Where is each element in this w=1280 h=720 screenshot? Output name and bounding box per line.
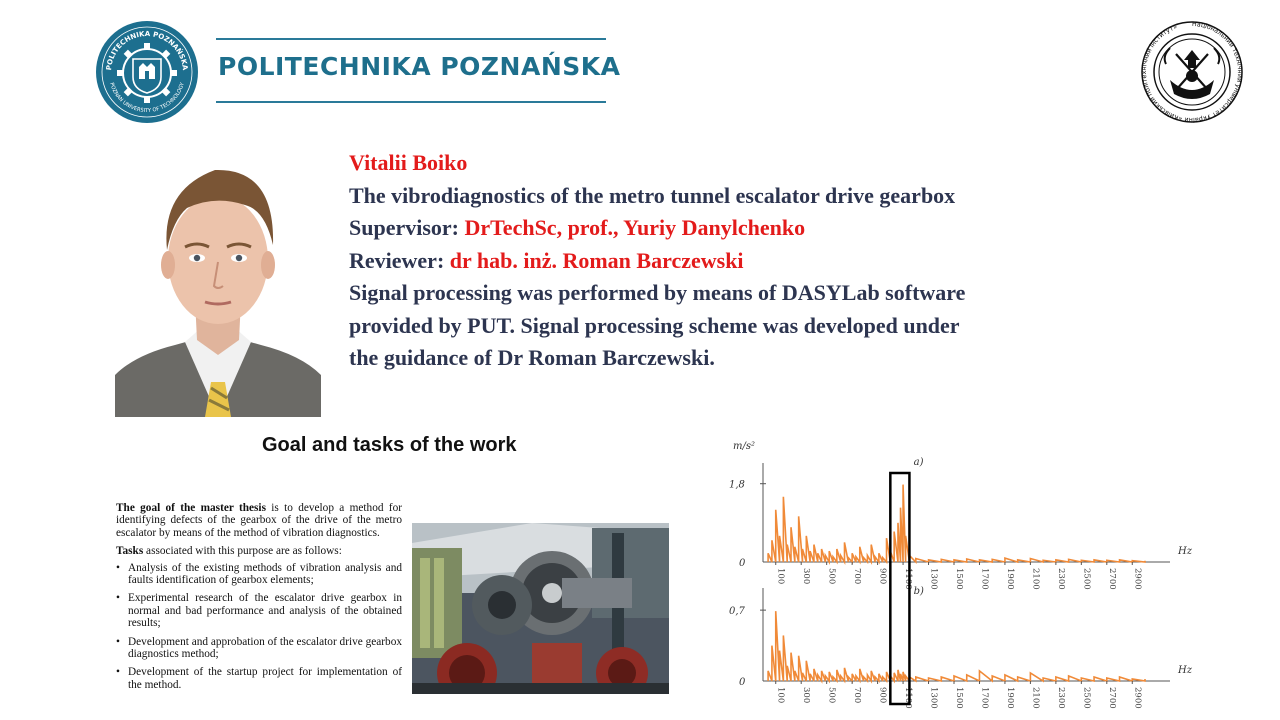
x-tick-label: 1500 [954,687,964,709]
task-item: • Development and approbation of the escalator drive gearbox diagnostics method; [116,636,402,661]
x-tick-label: 900 [877,687,888,704]
x-tick-label: 500 [826,687,837,704]
spectrum-series [768,611,1145,681]
x-tick-label: 1100 [903,687,914,709]
reviewer-label: Reviewer: [349,247,450,273]
x-tick-label: 1100 [903,568,914,590]
task-item: • Analysis of the existing methods of vibration analysis and faults identification of gearbox elements; [116,562,402,587]
y-zero-label: 0 [739,677,746,688]
put-logo [95,20,199,124]
task-item: • Development of the startup project for implementation of the method. [116,666,402,691]
thesis-title: The vibrodiagnostics of the metro tunnel escalator drive gearbox [349,182,956,208]
reviewer-name: dr hab. inż. Roman Barczewski [449,247,744,273]
supervisor-line [349,212,1149,245]
x-tick-label: 2300 [1055,687,1066,709]
tasks-intro [116,545,402,557]
kpi-logo-text: Національний технічний університет України «Київський політехнічний інститут» [1140,20,1243,124]
y-zero-label: 0 [739,558,746,569]
x-tick-label: 2100 [1030,687,1041,709]
header-rule-bottom [216,101,606,103]
x-axis-unit: Hz [1178,665,1192,676]
series-label: a) [913,457,924,468]
x-tick-label: 2900 [1132,687,1143,709]
y-axis-unit: m/s² [733,441,755,452]
goal-intro-bold: The goal of the master thesis [116,502,266,514]
goal-intro-rest: is to develop a method for identifying defects of the gearbox of the drive of the metro escalator by means of the method of vibration diagnostics. [116,502,402,539]
x-tick-label: 1300 [928,568,939,590]
task-item: • Experimental research of the escalator drive gearbox in normal and bad performance and analysis of the obtained results; [116,592,402,629]
x-tick-label: 2700 [1106,568,1117,590]
goal-intro [116,502,402,539]
header-rule-top [216,38,606,40]
x-tick-label: 1300 [928,687,939,709]
x-tick-label: 300 [801,687,812,704]
x-tick-label: 2100 [1030,568,1041,590]
goal-title: Goal and tasks of the work [262,434,517,456]
kpi-logo [1140,20,1244,124]
university-name: POLITECHNIKA POZNAŃSKA [218,52,621,81]
tasks-intro-rest: associated with this purpose are as follows: [143,545,342,558]
tasks-intro-bold: Tasks [116,545,144,558]
series-label: b) [913,586,924,597]
y-max-label: 1,8 [729,479,745,491]
x-tick-label: 700 [852,687,863,704]
x-tick-label: 100 [775,687,786,704]
x-axis-unit: Hz [1178,546,1192,557]
x-tick-label: 1500 [954,568,964,590]
thesis-info [349,147,1149,375]
author-portrait [115,150,321,417]
svg-text:POLITECHNIKA POZNAŃSKA: POLITECHNIKA POZNAŃSKA [104,29,190,71]
processing-line-3: the guidance of Dr Roman Barczewski. [349,345,715,370]
x-tick-label: 1700 [979,568,990,590]
spectrum-series [768,485,1145,562]
x-tick-label: 500 [826,568,837,585]
x-tick-label: 2700 [1106,687,1117,709]
reviewer-line [349,245,1149,278]
x-tick-label: 300 [801,568,812,585]
supervisor-name: DrTechSc, prof., Yuriy Danylchenko [464,215,806,240]
x-tick-label: 1900 [1004,687,1015,709]
processing-line-1: Signal processing was performed by means of DASYLab software [349,280,966,305]
processing-line-2: provided by PUT. Signal processing scheme was developed under [349,312,960,338]
x-tick-label: 900 [877,568,888,585]
x-tick-label: 100 [775,568,786,585]
goal-text [116,502,402,697]
x-tick-label: 700 [852,568,863,585]
gearbox-photo [412,523,669,694]
tasks-list [116,562,402,692]
x-tick-label: 2900 [1132,568,1143,590]
x-tick-label: 1700 [979,687,990,709]
author-name: Vitalii Boiko [349,150,468,175]
x-tick-label: 2300 [1055,568,1066,590]
supervisor-label: Supervisor: [349,215,465,240]
x-tick-label: 2500 [1081,687,1092,709]
y-max-label: 0,7 [729,606,745,618]
svg-text:POZNAN UNIVERSITY OF TECHNOLOG: POZNAN UNIVERSITY OF TECHNOLOGY [108,81,186,115]
x-tick-label: 2500 [1081,568,1092,590]
x-tick-label: 1900 [1004,568,1015,590]
vibration-spectrum-chart [725,435,1195,720]
